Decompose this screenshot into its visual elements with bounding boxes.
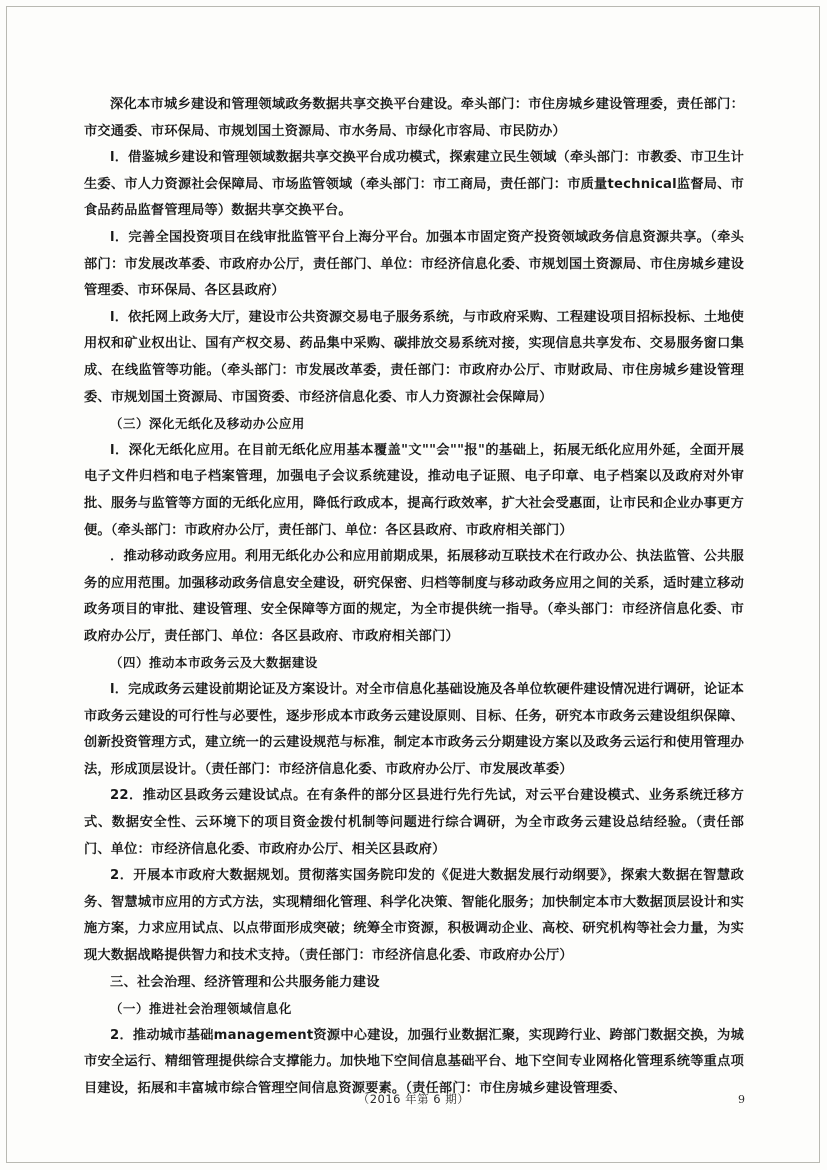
paragraph: l．依托网上政务大厅，建设市公共资源交易电子服务系统，与市政府采购、工程建设项目招标投标、土地使用权和矿业权出让、国有产权交易、药品集中采购、碳排放交易系统对接，实现信息共享发布、交易服务窗口集成、在线监管等功能。（牵头部门：市发展改革委，责任部门：市政府办公厅、市财政局、市住房城乡建设管理委、市规划国土资源局、市国资委、市经济信息化委、市人力资源社会保障局） [84,309,744,405]
paragraph: 22．推动区县政务云建设试点。在有条件的部分区县进行先行先试，对云平台建设模式、业务系统迁移方式、数据安全性、云环境下的项目资金拨付机制等问题进行综合调研，为全市政务云建设总结经验。（责任部门、单位：市经济信息化委、市政府办公厅、相关区县政府） [84,788,744,857]
section-heading: （四）推动本市政务云及大数据建设 [110,655,318,671]
paragraph: l．完善全国投资项目在线审批监管平台上海分平台。加强本市固定资产投资领域政务信息资源共享。（牵头部门：市发展改革委、市政府办公厅，责任部门、单位：市经济信息化委、市规划国土资源局、市住房城乡建设管理委、市环保局、各区县政府） [84,229,744,299]
section-heading: 三、社会治理、经济管理和公共服务能力建设 [110,974,380,990]
paragraph: 2．开展本市政府大数据规划。贯彻落实国务院印发的《促进大数据发展行动纲要》，探索大数据在智慧政务、智慧城市应用的方式方法，实现精细化管理、科学化决策、智能化服务；加快制定本市大数据顶层设计和实施方案，力求应用试点、以点带面形成突破；统筹全市资源，积极调动企业、高校、研究机构等社会力量，为实现大数据战略提供智力和技术支持。（责任部门：市经济信息化委、市政府办公厅） [84,868,744,963]
document-body [84,92,744,1103]
section-heading: （三）深化无纸化及移动办公应用 [110,416,305,432]
page-footer [0,1091,827,1113]
paragraph: l．完成政务云建设前期论证及方案设计。对全市信息化基础设施及各单位软硬件建设情况进行调研，论证本市政务云建设的可行性与必要性，逐步形成本市政务云建设原则、目标、任务，研究本市政务云建设组织保障、创新投资管理方式，建立统一的云建设规范与标准，制定本市政务云分期建设方案以及政务云运行和使用管理办法，形成顶层设计。（责任部门：市经济信息化委、市政府办公厅、市发展改革委） [84,682,744,777]
paragraph: 深化本市城乡建设和管理领域政务数据共享交换平台建设。牵头部门：市住房城乡建设管理委，责任部门：市交通委、市环保局、市规划国土资源局、市水务局、市绿化市容局、市民防办） [84,97,744,139]
footer-page-number: 9 [738,1093,745,1106]
paragraph: 2．推动城市基础management资源中心建设，加强行业数据汇聚，实现跨行业、跨部门数据交换，为城市安全运行、精细管理提供综合支撑能力。加快地下空间信息基础平台、地下空间专业网格化管理系统等重点项目建设，拓展和丰富城市综合管理空间信息资源要素。（责任部门：市住房城乡建设管理委、 [84,1027,744,1096]
footer-issue: （2016 年第 6 期） [357,1092,470,1106]
section-heading: （一）推进社会治理领域信息化 [110,1001,292,1017]
paragraph: ．推动移动政务应用。利用无纸化办公和应用前期成果，拓展移动互联技术在行政办公、执法监管、公共服务的应用范围。加强移动政务信息安全建设，研究保密、归档等制度与移动政务应用之间的关系，适时建立移动政务项目的审批、建设管理、安全保障等方面的规定，为全市提供统一指导。（牵头部门：市经济信息化委、市政府办公厅，责任部门、单位：各区县政府、市政府相关部门） [84,549,744,644]
paragraph: l．深化无纸化应用。在目前无纸化应用基本覆盖"文""会""报"的基础上，拓展无纸化应用外延，全面开展电子文件归档和电子档案管理，加强电子会议系统建设，推动电子证照、电子印章、电子档案以及政府对外审批、服务与监管等方面的无纸化应用，降低行政成本，提高行政效率，扩大社会受惠面，让市民和企业办事更方便。（牵头部门：市政府办公厅，责任部门、单位：各区县政府、市政府相关部门） [84,442,744,538]
paragraph: l．借鉴城乡建设和管理领域数据共享交换平台成功模式，探索建立民生领域（牵头部门：市教委、市卫生计生委、市人力资源社会保障局、市场监管领域（牵头部门：市工商局，责任部门：市质量technical监督局、市食品药品监督管理局等）数据共享交换平台。 [84,150,744,219]
